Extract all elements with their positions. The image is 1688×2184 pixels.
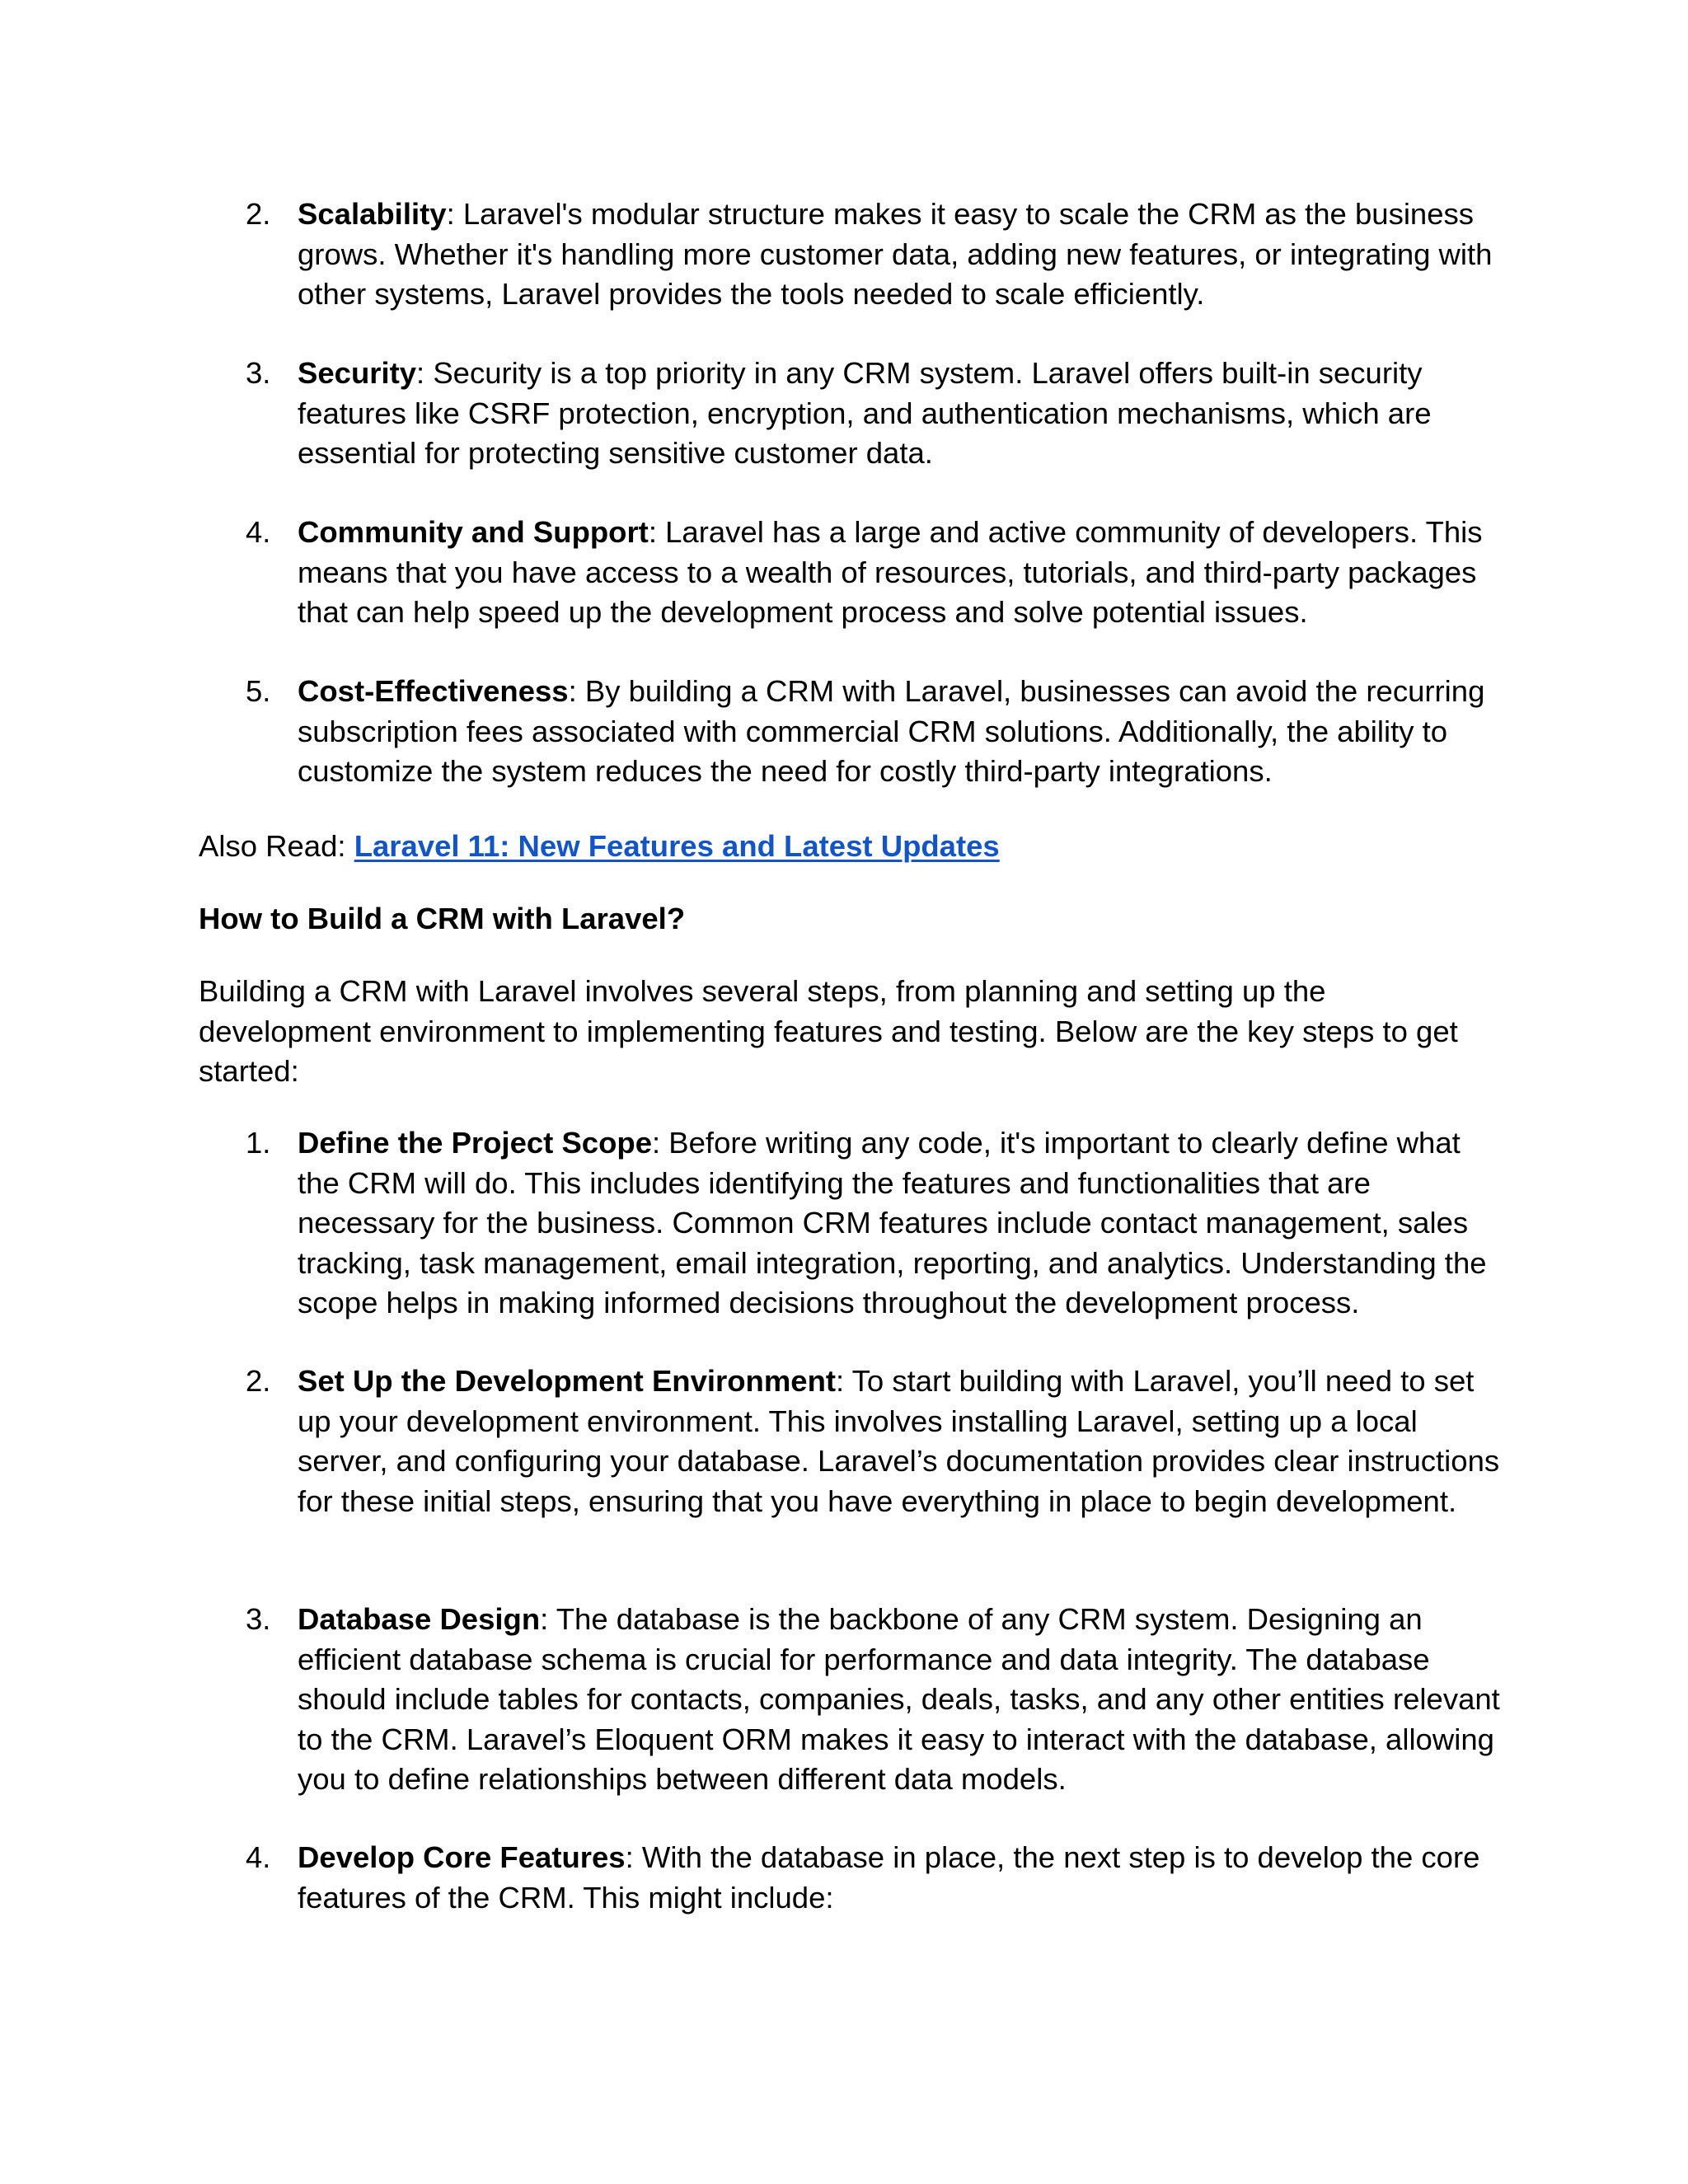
list-number: 5. [246, 674, 271, 708]
list-item-body: : Laravel's modular structure makes it easy to scale the CRM as the business grows. Whether it's handling more customer data, adding new features, or integrating with other systems, Laravel provides the tools needed to scale efficiently. [298, 197, 1493, 311]
list-item-text [298, 354, 1505, 474]
list-number: 3. [246, 1602, 271, 1636]
list-item-body: : To start building with Laravel, you’ll need to set up your development environment. This involves installing Laravel, setting up a local server, and configuring your database. Laravel’s documentation provides clear instructions for these initial steps, ensuring that you have everything in place to begin development. [298, 1364, 1500, 1518]
list-item-text [298, 1838, 1505, 1918]
list-number: 2. [246, 1364, 271, 1398]
list-item-text [298, 1600, 1505, 1800]
list-item-title: Database Design [298, 1602, 541, 1636]
list-item-title: Set Up the Development Environment [298, 1364, 837, 1398]
list-item-body: : With the database in place, the next step is to develop the core features of the CRM. This might include: [298, 1840, 1480, 1915]
list-item-body: : Security is a top priority in any CRM system. Laravel offers built-in security features like CSRF protection, encryption, and authentication mechanisms, which are essential for protecting sensitive customer data. [298, 356, 1432, 470]
list-item-title: Cost-Effectiveness [298, 674, 569, 708]
list-item-title: Scalability [298, 197, 447, 231]
list-item-text [298, 1361, 1505, 1521]
list-item-title: Community and Support [298, 515, 649, 549]
list-number: 4. [246, 1840, 271, 1874]
list-number: 4. [246, 515, 271, 549]
list-item-text [298, 672, 1505, 792]
list-number: 3. [246, 356, 271, 390]
list-item-text [298, 194, 1505, 315]
list-item-title: Security [298, 356, 417, 390]
list-number: 1. [246, 1126, 271, 1160]
list-item-text [298, 513, 1505, 633]
also-read-prefix: Also Read: [199, 829, 354, 863]
list-item-title: Develop Core Features [298, 1840, 626, 1874]
list-number: 2. [246, 197, 271, 231]
list-item-title: Define the Project Scope [298, 1126, 652, 1160]
list-item-body: : Laravel has a large and active community of developers. This means that you have access to a wealth of resources, tutorials, and third-party packages that can help speed up the development process and solve potential issues. [298, 515, 1483, 629]
also-read-link[interactable]: Laravel 11: New Features and Latest Updates [354, 829, 1000, 863]
list-item-body: : The database is the backbone of any CRM system. Designing an efficient database schema is crucial for performance and data integrity. The database should include tables for contacts, companies, deals, tasks, and any other entities relevant to the CRM. Laravel’s Eloquent ORM makes it easy to interact with the database, allowing you to define relationships between different data models. [298, 1602, 1500, 1796]
list-item-body: : By building a CRM with Laravel, businesses can avoid the recurring subscription fees associated with commercial CRM solutions. Additionally, the ability to customize the system reduces the need for costly third-party integrations. [298, 674, 1485, 788]
list-item-text [298, 1123, 1505, 1324]
section-heading: How to Build a CRM with Laravel? [199, 902, 686, 935]
also-read-line [199, 827, 1505, 867]
list-item-body: : Before writing any code, it's important to clearly define what the CRM will do. This includes identifying the features and functionalities that are necessary for the business. Common CRM features include contact management, sales tracking, task management, email integration, reporting, and analytics. Understanding the scope helps in making informed decisions throughout the development process. [298, 1126, 1487, 1319]
intro-paragraph: Building a CRM with Laravel involves several steps, from planning and setting up the development environment to implementing features and testing. Below are the key steps to get started: [199, 974, 1458, 1088]
